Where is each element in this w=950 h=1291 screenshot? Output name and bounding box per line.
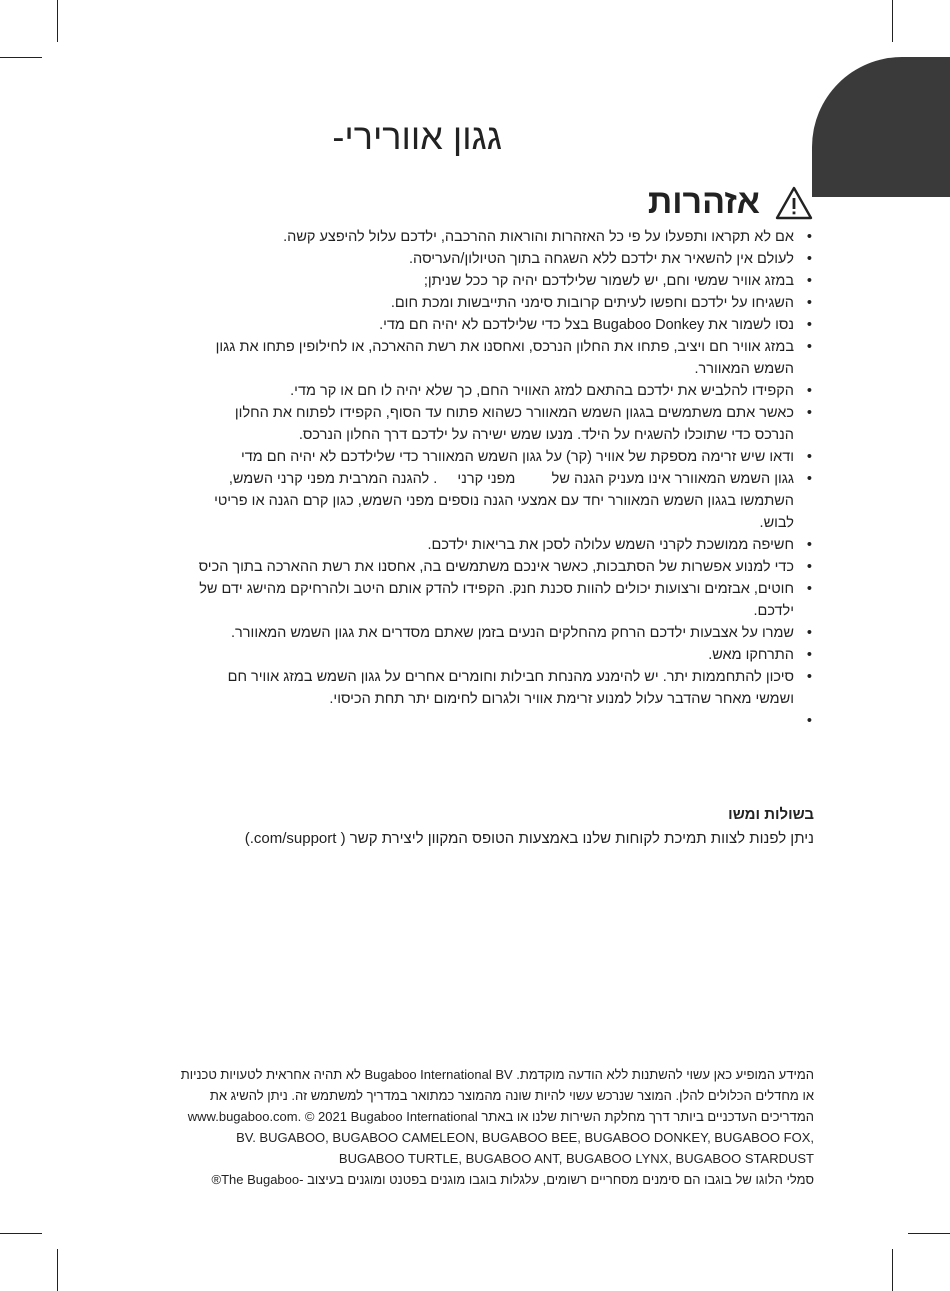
warning-heading: אזהרות bbox=[647, 183, 760, 221]
warning-item: • חשיפה ממושכת לקרני השמש עלולה לסכן את בריאות ילדכם. bbox=[196, 534, 816, 556]
warning-item: • במזג אוויר חם ויציב, פתחו את החלון הנרכס, ואחסנו את רשת ההארכה, או לחילופין פתחו את גגון השמש המאוורר. bbox=[196, 336, 816, 380]
warning-list bbox=[196, 226, 816, 732]
warning-triangle-icon bbox=[774, 185, 814, 221]
warning-item: • במזג אוויר שמשי וחם, יש לשמור שלילדכם יהיה קר ככל שניתן; bbox=[196, 270, 816, 292]
warning-item: • ודאו שיש זרימה מספקת של אוויר (קר) על גגון השמש המאוורר כדי שלילדכם לא יהיה חם מדי bbox=[196, 446, 816, 468]
contact-heading: בשולות ומשו bbox=[728, 806, 814, 823]
warning-item: • שמרו על אצבעות ילדכם הרחק מהחלקים הנעים בזמן שאתם מסדרים את גגון השמש המאוורר. bbox=[196, 622, 816, 644]
page-corner-tab bbox=[812, 57, 950, 197]
warning-item: • חוטים, אבזמים ורצועות יכולים להוות סכנת חנק. הקפידו להדק אותם היטב ולהרחיקם מהישג ידם של ילדכם. bbox=[196, 578, 816, 622]
warning-item: • התרחקו מאש. bbox=[196, 644, 816, 666]
warning-item: • השגיחו על ילדכם וחפשו לעיתים קרובות סימני התייבשות ומכת חום. bbox=[196, 292, 816, 314]
warning-item bbox=[196, 710, 816, 732]
crop-mark bbox=[908, 1233, 950, 1234]
crop-mark bbox=[0, 57, 42, 58]
warning-item: • לעולם אין להשאיר את ילדכם ללא השגחה בתוך הטיולון/העריסה. bbox=[196, 248, 816, 270]
warning-item: • סיכון להתחממות יתר. יש להימנע מהנחת חבילות וחומרים אחרים על גגון השמש במזג אוויר חם ושמשי מאחר שהדבר עלול למנוע זרימת אוויר ולגרום לחימום יתר תחת הכיסוי. bbox=[196, 666, 816, 710]
crop-mark bbox=[57, 1249, 58, 1291]
page-title: גגון אוורירי- bbox=[332, 116, 502, 157]
warning-item: • כדי למנוע אפשרות של הסתבכות, כאשר אינכם משתמשים בה, אחסנו את רשת ההארכה בתוך הכיס bbox=[196, 556, 816, 578]
warning-item: • הקפידו להלביש את ילדכם בהתאם למזג האוויר החם, כך שלא יהיה לו חם או קר מדי. bbox=[196, 380, 816, 402]
crop-mark bbox=[0, 1233, 42, 1234]
warning-item: • אם לא תקראו ותפעלו על פי כל האזהרות והוראות ההרכבה, ילדכם עלול להיפצע קשה. bbox=[196, 226, 816, 248]
legal-text: המידע המופיע כאן עשוי להשתנות ללא הודעה מוקדמת. Bugaboo International BV לא תהיה אחראית לטעויות טכניות או מחדלים הכלולים להלן. המוצר שנרכש עשוי להיות שונה מהמוצר כמתואר במדריך למשתמש זה. ניתן להשיג את המדריכים העדכניים ביותר דרך מחלקת השירות שלנו או באתר www.bugaboo.com. © 2021 Bugaboo International BV. BUGABOO, BUGABOO CAMELEON, BUGABOO BEE, BUGABOO DONKEY, BUGABOO FOX, BUGABOO TURTLE, BUGABOO ANT, BUGABOO LYNX, BUGABOO STARDUST bbox=[180, 1067, 814, 1166]
contact-section bbox=[194, 806, 814, 850]
warning-item: • נסו לשמור את Bugaboo Donkey בצל כדי שלילדכם לא יהיה חם מדי. bbox=[196, 314, 816, 336]
warning-item: • כאשר אתם משתמשים בגגון השמש המאוורר כשהוא פתוח עד הסוף, הקפידו לפתוח את החלון הנרכס כדי שתוכלו להשגיח על הילד. מנעו שמש ישירה על ילדכם דרך החלון הנרכס. bbox=[196, 402, 816, 446]
warning-item: • גגון השמש המאוורר אינו מעניק הגנה של מפני קרני . להגנה המרבית מפני קרני השמש, השתמשו בגגון השמש המאוורר יחד עם אמצעי הגנה נוספים מפני השמש, כגון קרם הגנה או פריטי לבוש. bbox=[196, 468, 816, 534]
trademark-text: סמלי הלוגו של בוגבו הם סימנים מסחריים רשומים, עלגלות בוגבו מוגנים בפטנט ומוגנים בעיצוב -The Bugaboo® bbox=[211, 1172, 814, 1187]
crop-mark bbox=[892, 1249, 893, 1291]
warning-header bbox=[648, 183, 814, 222]
crop-mark bbox=[892, 0, 893, 42]
contact-text: ניתן לפנות לצוות תמיכת לקוחות שלנו באמצעות הטופס המקוון ליצירת קשר ( com/support.) bbox=[244, 830, 814, 847]
crop-mark bbox=[57, 0, 58, 42]
legal-footer bbox=[169, 1064, 814, 1190]
